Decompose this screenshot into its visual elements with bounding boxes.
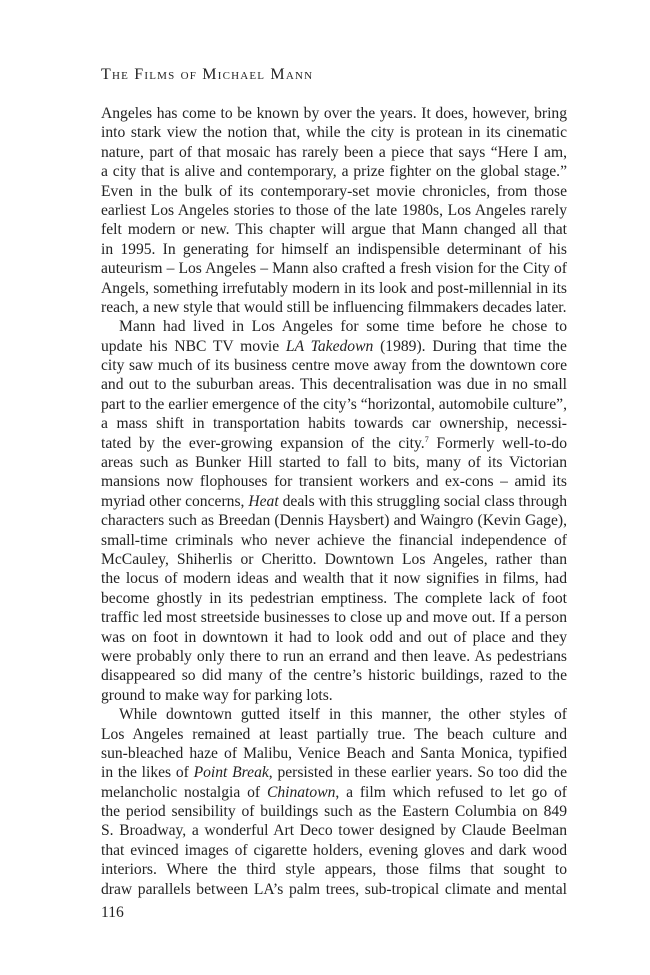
text-line: S. Broadway, a wonderful Art Deco tower designed by Claude Beelman	[101, 822, 567, 840]
text-line: part to the earlier emergence of the city’s “horizontal, automobile culture”,	[101, 395, 567, 413]
text-line: a mass shift in transportation habits towards car ownership, necessi-	[101, 415, 567, 433]
text-line: draw parallels between LA’s palm trees, sub-tropical climate and mental	[101, 880, 567, 898]
text-line: felt modern or new. This chapter will argue that Mann changed all that	[101, 221, 567, 239]
text-line: in the likes of Point Break, persisted in these earlier years. So too did the	[101, 764, 567, 782]
paragraph-2	[101, 317, 567, 705]
text-line: Mann had lived in Los Angeles for some time before he chose to	[119, 318, 567, 336]
text-line: ground to make way for parking lots.	[101, 686, 333, 704]
text-line: sun-bleached haze of Malibu, Venice Beach and Santa Monica, typified	[101, 744, 567, 762]
text-line: tated by the ever-growing expansion of the city.$^7$ Formerly well-to-do	[101, 434, 567, 452]
text-line: McCauley, Shiherlis or Cheritto. Downtown Los Angeles, rather than	[101, 550, 567, 568]
text-line: interiors. Where the third style appears, those films that sought to	[101, 861, 567, 879]
text-line: characters such as Breedan (Dennis Haysbert) and Waingro (Kevin Gage),	[101, 512, 567, 530]
text-line: Even in the bulk of its contemporary-set movie chronicles, from those	[101, 182, 567, 200]
text-line: areas such as Bunker Hill started to fall to bits, many of its Victorian	[101, 454, 567, 472]
text-line: earliest Los Angeles stories to those of the late 1980s, Los Angeles rarely	[101, 201, 567, 219]
text-line: melancholic nostalgia of Chinatown, a film which refused to let go of	[101, 783, 568, 801]
body-text	[101, 104, 567, 899]
text-line: were probably only there to run an errand and then leave. As pedestrians	[101, 647, 567, 665]
text-line: was on foot in downtown it had to look odd and out of place and they	[101, 628, 567, 646]
text-line: auteurism – Los Angeles – Mann also crafted a fresh vision for the City of	[101, 260, 567, 278]
running-head: The Films of Michael Mann	[101, 66, 314, 83]
text-line: update his NBC TV movie LA Takedown (1989). During that time the	[101, 337, 567, 355]
text-line: myriad other concerns, Heat deals with this struggling social class through	[101, 492, 567, 510]
page-number: 116	[101, 904, 124, 921]
paragraph-3	[101, 705, 567, 899]
text-line: Angels, something irrefutably modern in its look and post-millennial in its	[101, 279, 567, 297]
text-line: the period sensibility of buildings such as the Eastern Columbia on 849	[101, 803, 567, 821]
text-line: become ghostly in its pedestrian emptiness. The complete lack of foot	[101, 589, 567, 607]
text-line: the locus of modern ideas and wealth that it now signifies in films, had	[101, 570, 567, 588]
text-line: in 1995. In generating for himself an indispensible determinant of his	[101, 240, 567, 258]
text-line: Angeles has come to be known by over the years. It does, however, bring	[101, 105, 567, 122]
text-line: While downtown gutted itself in this manner, the other styles of	[119, 706, 567, 724]
text-line: small-time criminals who never achieve the financial independence of	[101, 531, 567, 549]
text-line: Los Angeles remained at least partially true. The beach culture and	[101, 725, 567, 743]
paragraph-1	[101, 104, 567, 317]
text-line: traffic led most streetside businesses to close up and move out. If a person	[101, 609, 567, 627]
text-line: mansions now flophouses for transient workers and ex-cons – amid its	[101, 473, 567, 491]
text-line: city saw much of its business centre move away from the downtown core	[101, 357, 567, 375]
text-line: a city that is alive and contemporary, a prize fighter on the global stage.”	[101, 163, 567, 181]
text-line: reach, a new style that would still be influencing filmmakers decades later.	[101, 298, 567, 316]
text-line: and out to the suburban areas. This decentralisation was due in no small	[101, 376, 567, 394]
text-line: nature, part of that mosaic has rarely been a piece that says “Here I am,	[101, 143, 567, 161]
text-line: that evinced images of cigarette holders, evening gloves and dark wood	[101, 841, 567, 859]
text-line: disappeared so did many of the centre’s historic buildings, razed to the	[101, 667, 567, 685]
text-line: into stark view the notion that, while the city is protean in its cinematic	[101, 124, 567, 142]
